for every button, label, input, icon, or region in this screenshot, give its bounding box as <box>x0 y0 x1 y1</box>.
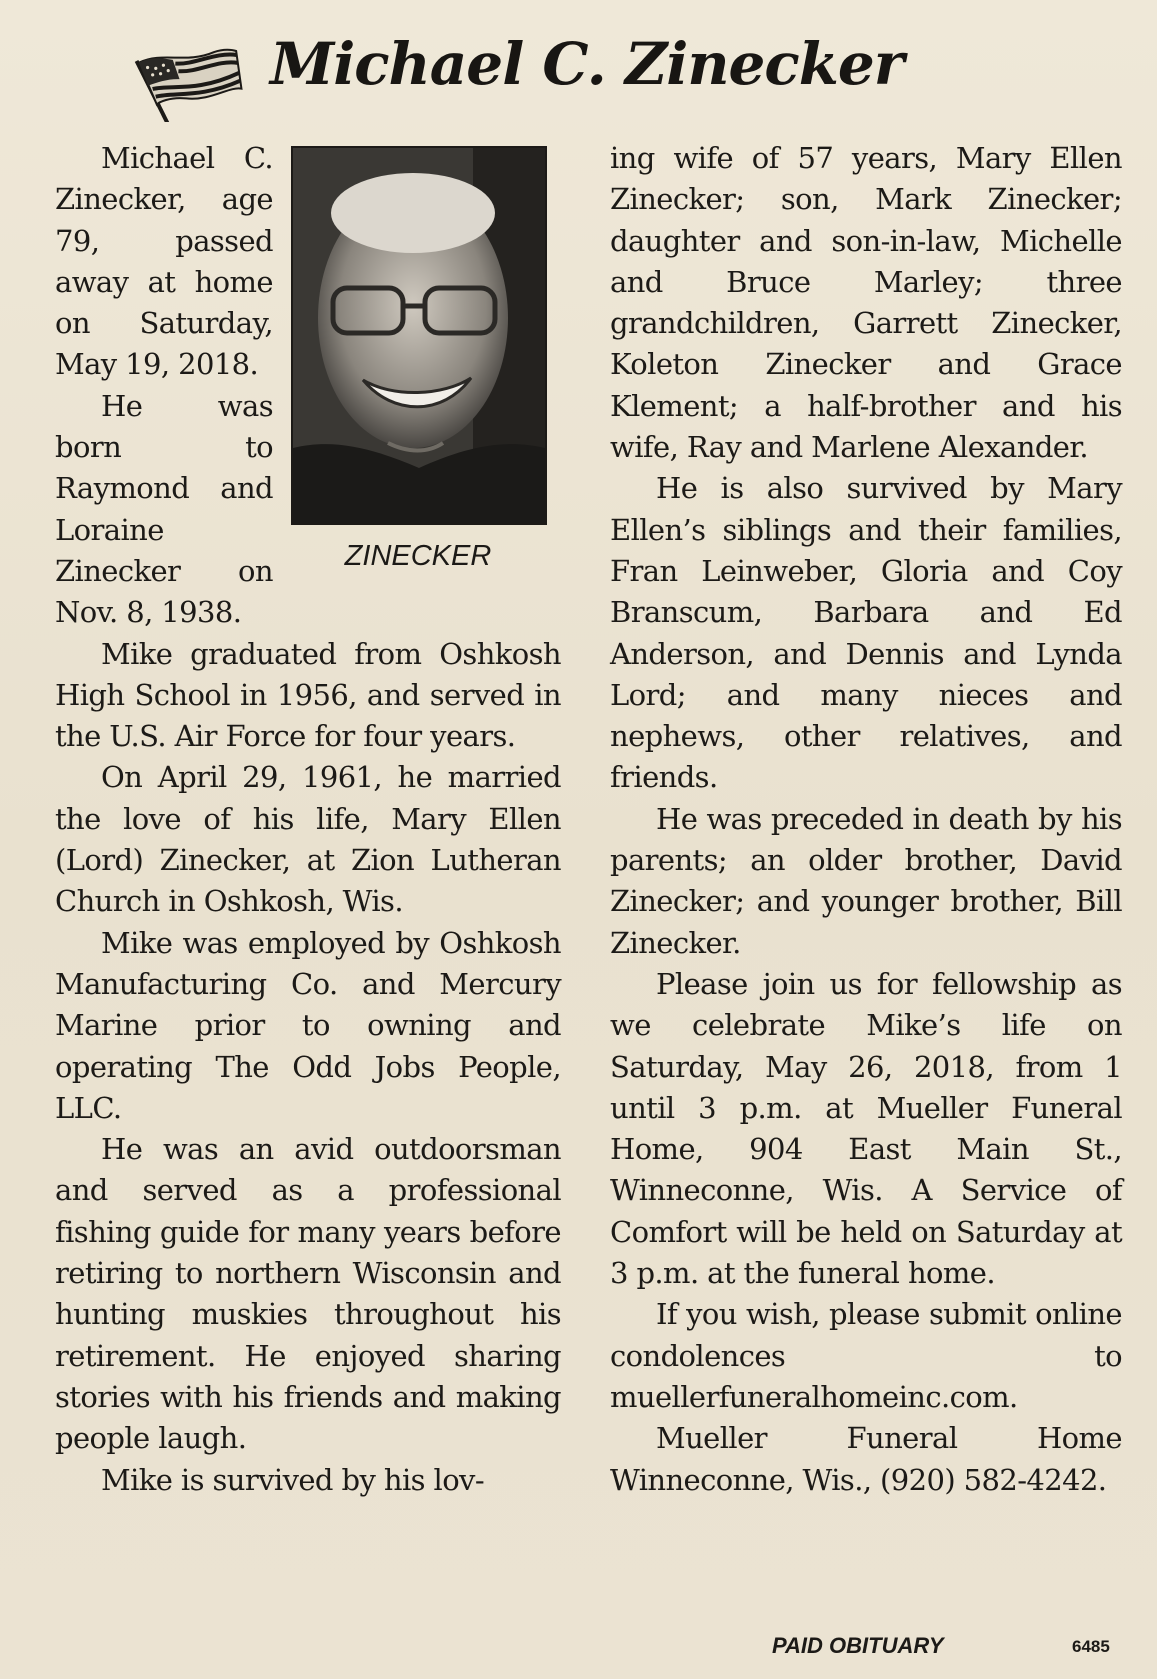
american-flag-icon <box>128 42 248 122</box>
obituary-paragraph: Mueller Funeral Home Winneconne, Wis., (920) 582-4242. <box>610 1421 1122 1497</box>
right-column <box>610 138 1122 1501</box>
paid-obituary-label: PAID OBITUARY <box>772 1633 944 1658</box>
obituary-paragraph: ing wife of 57 years, Mary Ellen Zinecker; son, Mark Zinecker; daughter and son-in-law, Michelle and Bruce Marley; three grandchildren, Garrett Zinecker, Koleton Zinecker and Grace Klement; a half-brother and his wife, Ray and Marlene Alexander. <box>610 141 1122 465</box>
portrait-figure <box>291 146 561 591</box>
obituary-paragraph: Please join us for fellowship as we celebrate Mike’s life on Saturday, May 26, 2018, from 1 until 3 p.m. at Mueller Funeral Home, 904 East Main St., Winneconne, Wis. A Service of Comfort will be held on Saturday at 3 p.m. at the funeral home. <box>610 966 1122 1291</box>
obituary-paragraph: Mike graduated from Oshkosh High School in 1956, and served in the U.S. Air Force for four years. <box>55 636 561 754</box>
obituary-paragraph: He was born to Raymond and Loraine Zinecker on Nov. 8, 1938. <box>55 388 273 630</box>
obituary-paragraph: He was an avid outdoorsman and served as a professional fishing guide for many years before retiring to northern Wisconsin and hunting muskies throughout his retirement. He enjoyed sharing stories with his friends and making people laugh. <box>55 1132 561 1456</box>
page-title: Michael C. Zinecker <box>270 30 904 98</box>
obituary-paragraph: Mike was employed by Oshkosh Manufacturing Co. and Mercury Marine prior to owning and operating The Odd Jobs People, LLC. <box>55 925 561 1125</box>
left-column <box>55 138 561 1501</box>
photo-caption: ZINECKER <box>344 540 492 572</box>
obituary-paragraph: On April 29, 1961, he married the love of his life, Mary Ellen (Lord) Zinecker, at Zion Lutheran Church in Oshkosh, Wis. <box>55 760 561 919</box>
portrait-photo <box>291 146 547 525</box>
ad-code: 6485 <box>1072 1637 1110 1656</box>
obituary-paragraph: Michael C. Zinecker, age 79, passed away at home on Saturday, May 19, 2018. <box>55 141 273 382</box>
obituary-paragraph: He was preceded in death by his parents; an older brother, David Zinecker; and younger brother, Bill Zinecker. <box>610 801 1122 960</box>
obituary-paragraph: Mike is survived by his lov- <box>101 1462 485 1497</box>
obituary-paragraph: He is also survived by Mary Ellen’s siblings and their families, Fran Leinweber, Gloria and Coy Branscum, Barbara and Ed Anderson, and Dennis and Lynda Lord; and many nieces and nephews, other relatives, and friends. <box>610 471 1122 795</box>
obituary-paragraph: If you wish, please submit online condolences to muellerfuneralhomeinc.com. <box>610 1297 1122 1414</box>
headline <box>120 22 1120 132</box>
